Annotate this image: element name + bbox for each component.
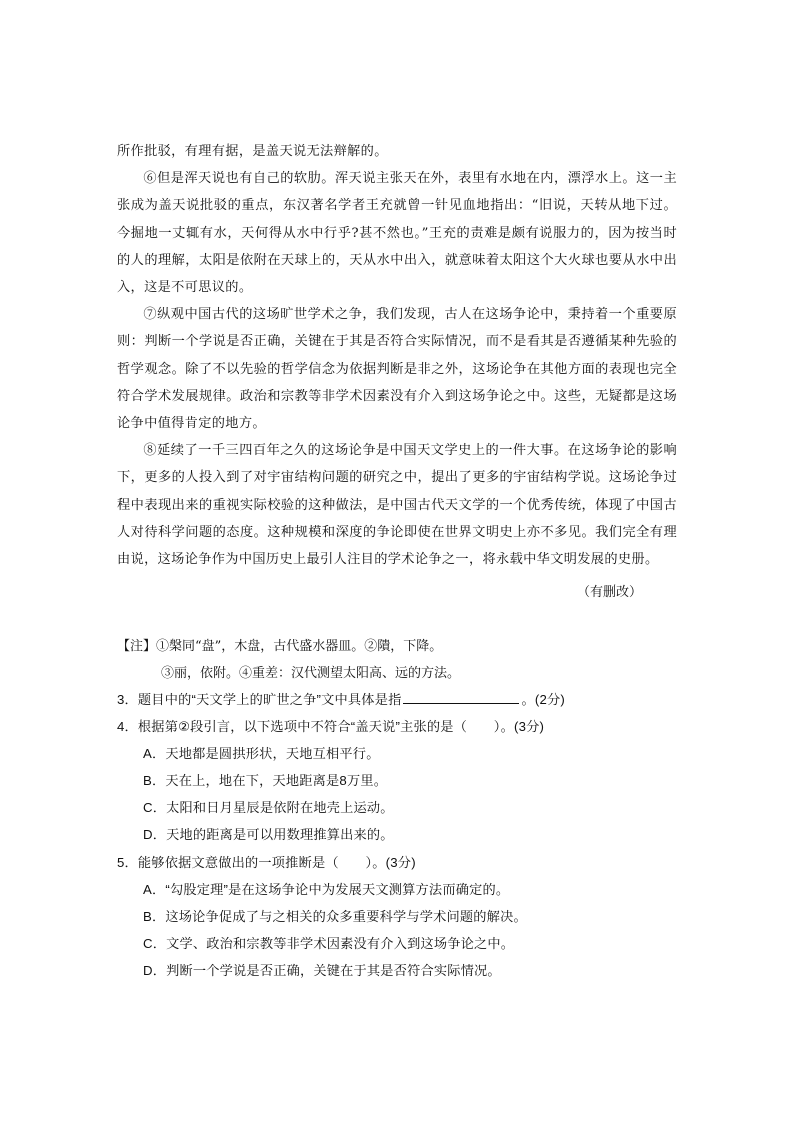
question-5-option-a: A．“勾股定理”是在这场争论中为发展天文测算方法而确定的。 [143,881,510,897]
paragraph-5-end: 所作批驳，有理有据，是盖天说无法辩解的。 [117,144,388,159]
question-3 [117,686,697,713]
question-4-option-d: D．天地的距离是可以用数理推算出来的。 [143,827,394,843]
question-5-option-c: C．文学、政治和宗教等非学术因素没有介入到这场争论之中。 [143,935,515,951]
source-credit: （有删改） [577,585,643,600]
answer-blank[interactable] [403,689,519,704]
questions [117,686,697,984]
question-5-option-b: B．这场论争促成了与之相关的众多重要科学与学术问题的解决。 [143,908,527,924]
annotation-line-2: ③丽，依附。④重差：汉代测望太阳高、远的方法。 [161,666,461,681]
annotations [117,633,697,687]
annotation-line-1: 【注】①槃同“盘”，木盘，古代盛水器皿。②隤，下降。 [117,639,443,654]
question-5-stem: 5．能够依据文意做出的一项推断是（ ）。(3分) [117,854,416,870]
question-4-option-c: C．太阳和日月星辰是依附在地壳上运动。 [143,800,394,816]
paragraph-7: ⑦纵观中国古代的这场旷世学术之争，我们发现，古人在这场争论中，秉持着一个重要原则：判断一个学说是否正确，关键在于其是否符合实际情况，而不是看其是否遵循某种先验的哲学观念。除了不以先验的哲学信念为依据判断是非之外，这场论争在其他方面的表现也完全符合学术发展规律。政治和宗教等非学术因素没有介入到这场争论之中。这些，无疑都是这场论争中值得肯定的地方。 [117,307,677,432]
question-3-score: 。(2分) [521,692,565,707]
question-4-option-a: A．天地都是圆拱形状，天地互相平行。 [143,746,380,762]
question-4-stem: 4．根据第②段引言，以下选项中不符合“盖天说”主张的是（ ）。(3分) [117,719,545,735]
question-4-option-b: B．天在上，地在下，天地距离是8万里。 [143,773,388,789]
reading-passage [117,138,677,573]
paragraph-6: ⑥但是浑天说也有自己的软肋。浑天说主张天在外，表里有水地在内，漂浮水上。这一主张成为盖天说批驳的重点，东汉著名学者王充就曾一针见血地指出：“旧说，天转从地下过。今掘地一丈辄有水，天何得从水中行乎?甚不然也。”王充的责难是颇有说服力的，因为按当时的人的理解，太阳是依附在天球上的，天从水中出入，就意味着太阳这个大火球也要从水中出入，这是不可思议的。 [117,171,677,296]
question-5-option-d: D．判断一个学说是否正确，关键在于其是否符合实际情况。 [143,962,501,978]
paragraph-8: ⑧延续了一千三四百年之久的这场论争是中国天文学史上的一件大事。在这场争论的影响下，更多的人投入到了对宇宙结构问题的研究之中，提出了更多的宇宙结构学说。这场论争过程中表现出来的重视实际校验的这种做法，是中国古代天文学的一个优秀传统，体现了中国古人对待科学问题的态度。这种规模和深度的争论即使在世界文明史上亦不多见。我们完全有理由说，这场论争作为中国历史上最引人注目的学术论争之一，将永载中华文明发展的史册。 [117,443,677,568]
question-3-stem: 3．题目中的“天文学上的旷世之争”文中具体是指 [117,692,402,707]
